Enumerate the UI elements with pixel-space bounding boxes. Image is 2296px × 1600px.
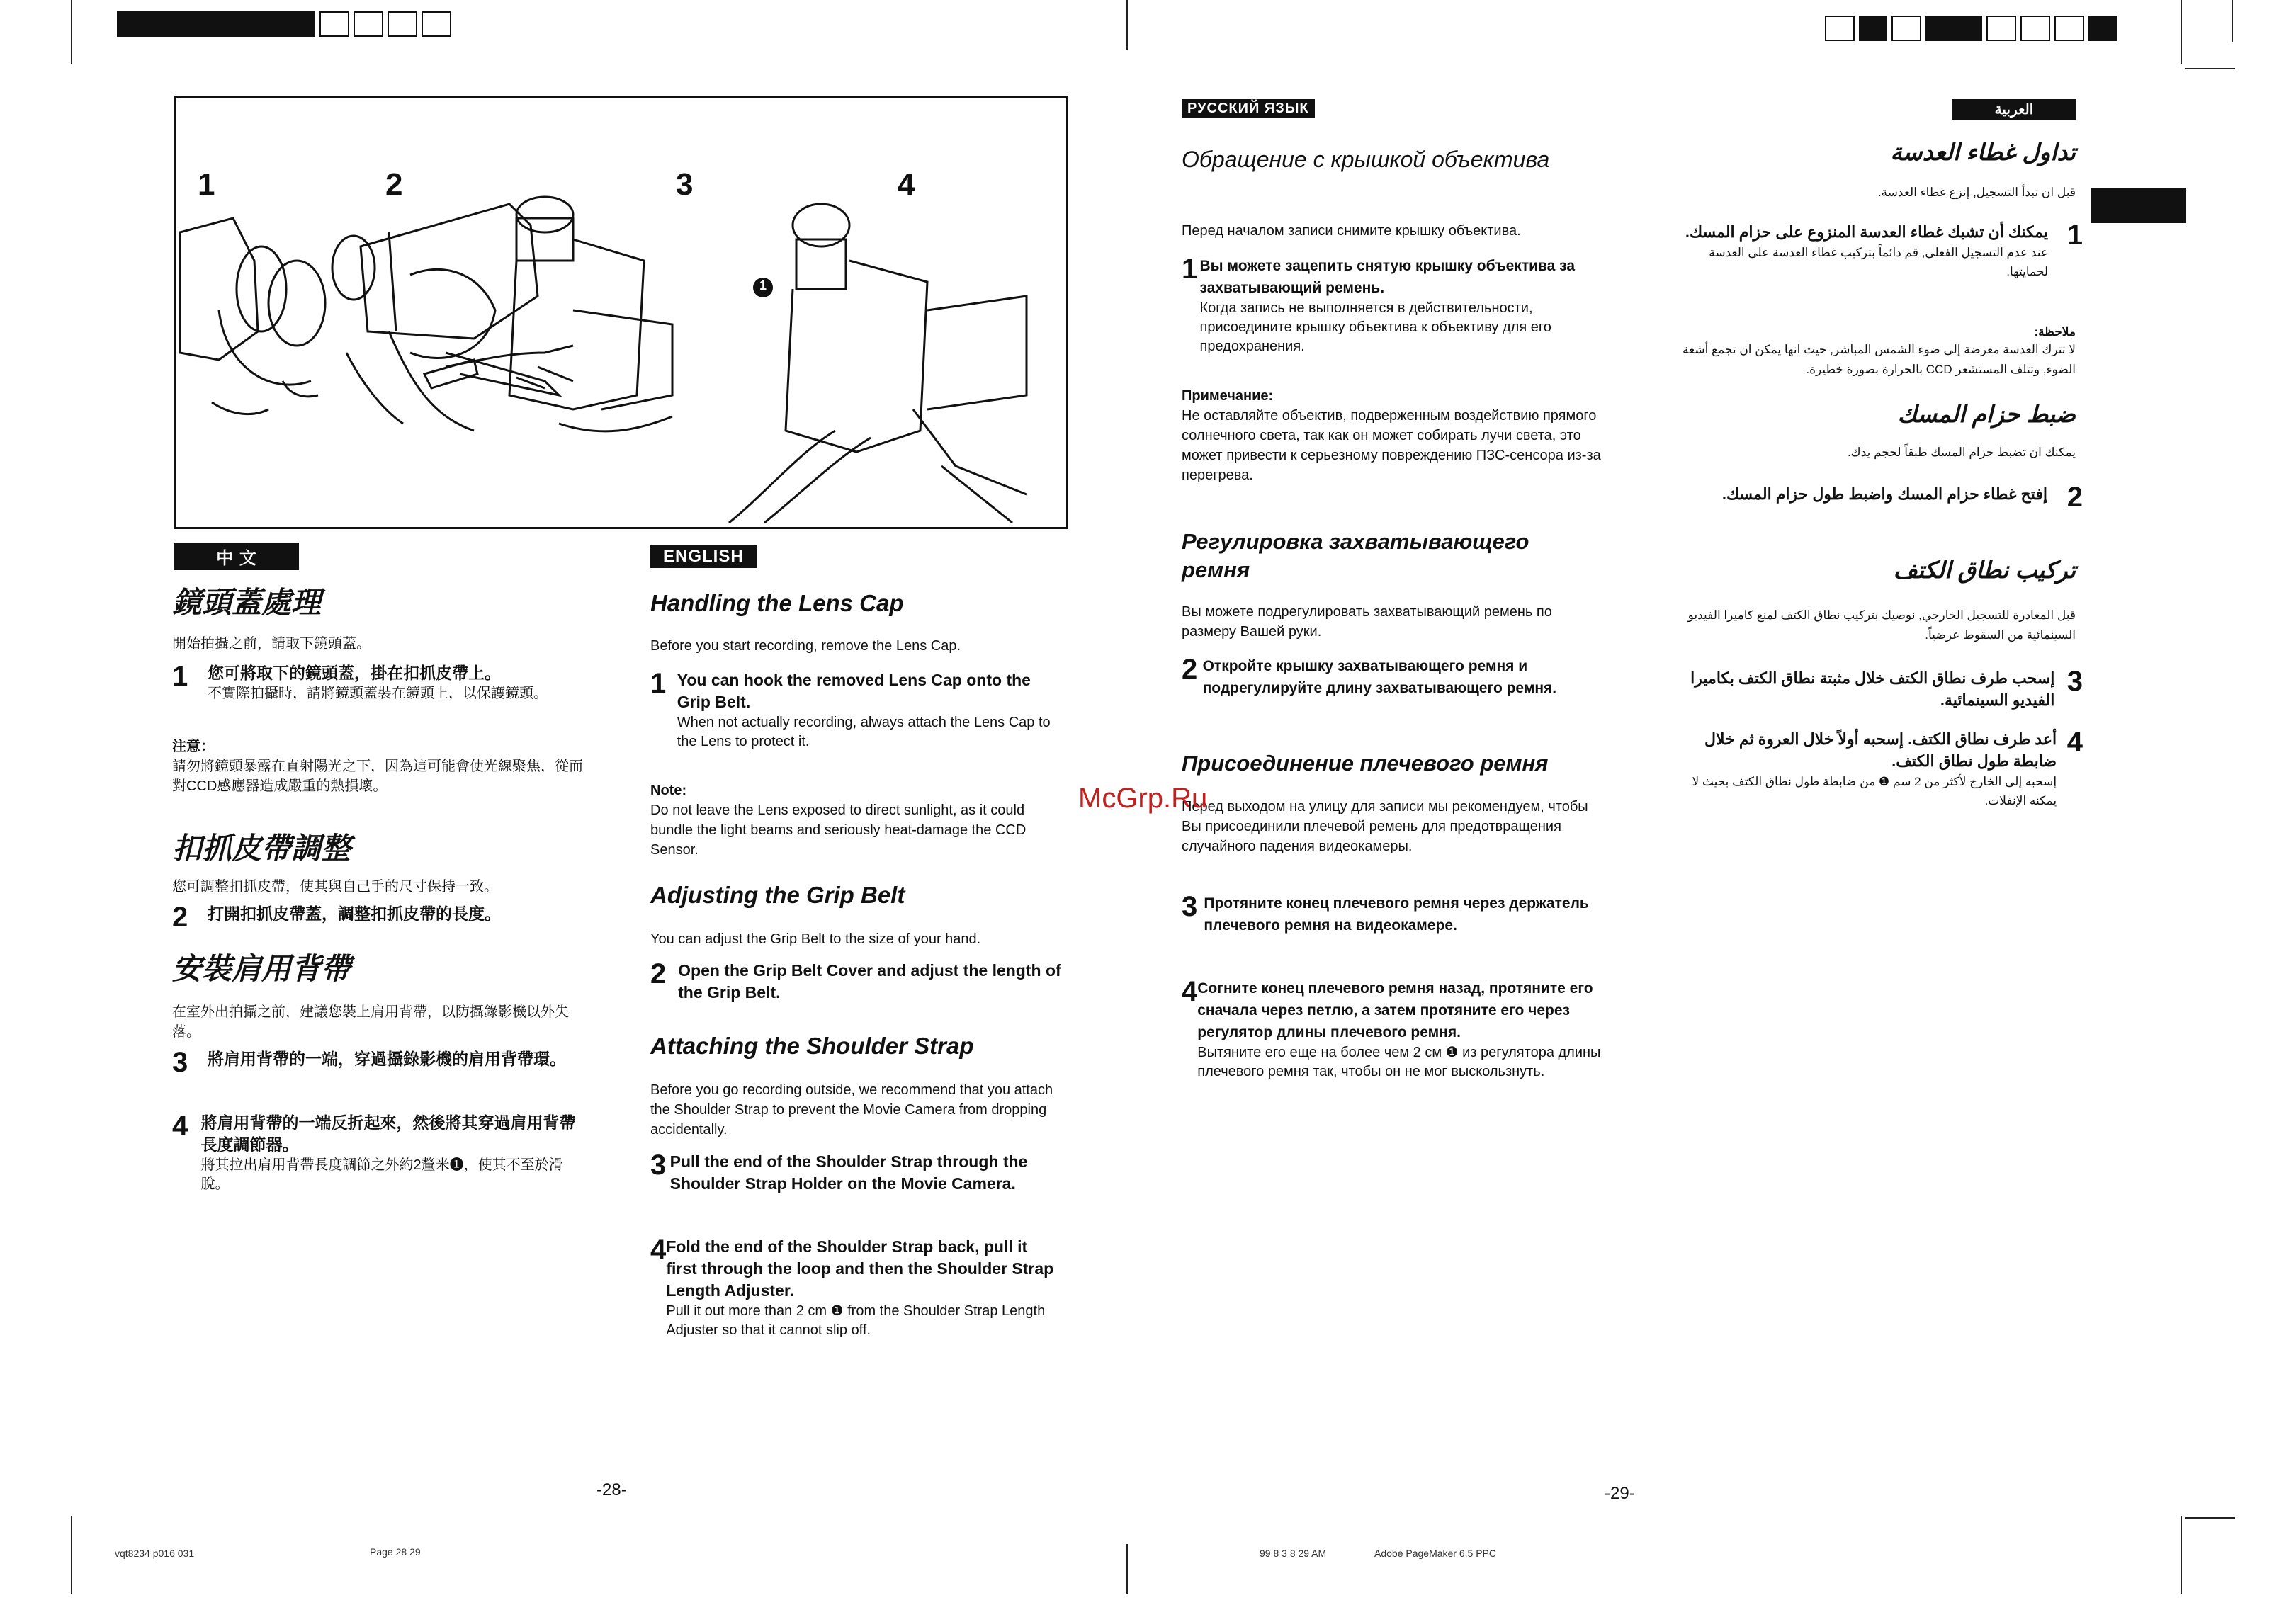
step-number: 1 [650,668,667,699]
step-instruction: Open the Grip Belt Cover and adjust the length of the Grip Belt. [678,961,1061,1002]
step-2 [172,903,583,931]
step-2 [650,960,1061,1004]
crop-mark [1126,0,1128,50]
intro-text: Перед началом записи снимите крышку объектива. [1182,223,1521,239]
step-instruction: إسحب طرف نطاق الكتف خلال مثبتة نطاق الكتف بكاميرا الفيديو السينمائية. [1690,669,2055,709]
step-4 [650,1236,1061,1340]
note-text: Do not leave the Lens exposed to direct sunlight, as it could bundle the light beams and seriously heat-damage the CCD Sensor. [650,802,1027,858]
step-detail: Когда запись не выполняется в действительности, присоедините крышку объектива к объективу для его предохранения. [1199,300,1551,354]
step-number: 4 [1182,976,1198,1007]
intro-text: You can adjust the Grip Belt to the size of your hand. [650,931,981,947]
section-heading: Attaching the Shoulder Strap [650,1033,974,1059]
step-instruction: 將肩用背帶的一端，穿過攝錄影機的肩用背帶環。 [208,1050,566,1068]
note-label: Note: [650,783,687,798]
step-3 [1672,667,2083,711]
crop-mark [2181,0,2182,64]
step-3 [172,1048,583,1077]
step-2 [1672,483,2083,511]
watermark: McGrp.Ru [1078,783,1208,814]
section-heading: تداول غطاء العدسة [1890,139,2076,165]
crop-mark [2232,0,2233,42]
language-tag-arabic: العربية [1952,99,2076,120]
step-number: 3 [1182,891,1198,922]
language-tag-russian: РУССКИЙ ЯЗЫК [1182,99,1315,118]
crop-mark [2185,68,2235,69]
step-detail: عند عدم التسجيل الفعلي, قم دائماً بتركيب غطاء العدسة على العدسة لحمايتها. [1709,246,2049,278]
step-4 [1672,728,2083,810]
step-1 [172,662,583,703]
intro-text: قبل ان تبدأ التسجيل, إنزع غطاء العدسة. [1877,186,2076,199]
section-heading: Регулировка захватывающего ремня [1182,529,1529,582]
figure-step-label: 3 [676,167,694,202]
step-number: 3 [2066,666,2083,697]
step-number: 2 [1182,654,1198,685]
step-instruction: Протяните конец плечевого ремня через держатель плечевого ремня на видеокамере. [1204,895,1589,934]
step-instruction: إفتح غطاء حزام المسك واضبط طول حزام المسك. [1721,485,2047,503]
step-instruction: أعد طرف نطاق الكتف. إسحبه أولاً خلال العروة ثم خلال ضابطة طول نطاق الكتف. [1704,730,2057,770]
step-1 [650,669,1061,751]
section-heading: Присоединение плечевого ремня [1182,751,1549,776]
step-instruction: Fold the end of the Shoulder Strap back, pull it first through the loop and then the Shoulder Strap Length Adjuster. [666,1237,1054,1300]
intro-text: يمكنك ان تضبط حزام المسك طبقاً لحجم يدك. [1847,446,2076,459]
figure-step-label: 4 [898,167,915,202]
page-number-left: -28- [596,1480,627,1499]
figure-step-label: 2 [385,167,403,202]
step-instruction: Откройте крышку захватывающего ремня и подрегулируйте длину захватывающего ремня. [1202,658,1557,696]
intro-text: Перед выходом на улицу для записи мы рекомендуем, чтобы Вы присоединили плечевой ремень для предотвращения случайного падения видеокамеры. [1182,799,1588,854]
section-heading: 安裝肩用背帶 [172,952,351,985]
intro-text: 開始拍攝之前，請取下鏡頭蓋。 [172,636,371,652]
step-1 [1672,221,2083,281]
note-label: ملاحظة: [2034,325,2076,339]
note-label: 注意： [172,739,215,754]
crop-mark [1126,1544,1128,1594]
step-detail: Pull it out more than 2 cm ❶ from the Shoulder Strap Length Adjuster so that it cannot slip off. [666,1303,1046,1338]
step-number: 4 [650,1235,667,1266]
note-text: لا تترك العدسة معرضة إلى ضوء الشمس المباشر, حيث انها يمكن ان تجمع أشعة الضوء, وتتلف المستشعر CCD بالحرارة بصورة خطيرة. [1683,343,2076,376]
step-detail: 將其拉出肩用背帶長度調節之外約2釐米❶，使其不至於滑脫。 [200,1157,563,1192]
language-tag-chinese: 中 文 [174,543,299,570]
step-instruction: 您可將取下的鏡頭蓋，掛在扣抓皮帶上。 [208,664,501,682]
step-detail: When not actually recording, always attach the Lens Cap to the Lens to protect it. [677,715,1051,749]
page-number-right: -29- [1605,1484,1635,1503]
intro-text: 在室外出拍攝之前，建議您裝上肩用背帶，以防攝錄影機以外失落。 [172,1004,569,1040]
intro-text: قبل المغادرة للتسجيل الخارجي, نوصيك بتركيب نطاق الكتف لمنع كاميرا الفيديو السينمائية من السقوط عرضياً. [1687,608,2076,642]
footer-file: vqt8234 p016 031 [115,1548,195,1559]
language-tag-english: ENGLISH [650,545,757,568]
thumb-tab [2091,188,2186,223]
step-instruction: يمكنك أن تشبك غطاء العدسة المنزوع على حزام المسك. [1685,223,2049,241]
step-instruction: Согните конец плечевого ремня назад, протяните его сначала через петлю, а затем протяните его через регулятор длины плечевого ремня. [1197,980,1593,1040]
crop-mark [71,0,72,64]
registration-bar-right [1821,16,2117,41]
note-label: Примечание: [1182,388,1274,404]
step-3 [1182,892,1607,936]
intro-text: Before you go recording outside, we recommend that you attach the Shoulder Strap to prevent the Movie Camera from dropping accidentally. [650,1082,1053,1137]
note-text: Не оставляйте объектив, подверженным воздействию прямого солнечного света, так как он может собирать лучи света, это может привести к серьезному повреждению ПЗС-сенсора из-за перегрева. [1182,408,1601,483]
step-number: 1 [2066,220,2083,251]
step-number: 2 [172,902,188,933]
step-instruction: Pull the end of the Shoulder Strap through the Shoulder Strap Holder on the Movie Camera. [669,1152,1028,1193]
step-2 [1182,655,1607,699]
step-number: 4 [2066,727,2083,758]
step-1 [1182,255,1607,356]
step-4 [172,1112,583,1194]
step-number: 2 [2066,482,2083,513]
section-heading: Handling the Lens Cap [650,590,904,616]
footer-date: 99 8 3 8 29 AM [1260,1548,1327,1559]
section-heading: Обращение с крышкой объектива [1182,147,1550,172]
step-number: 2 [650,958,667,989]
step-number: 3 [172,1047,188,1078]
callout-marker: 1 [759,278,767,293]
footer-app: Adobe PageMaker 6.5 PPC [1374,1548,1496,1559]
step-number: 3 [650,1150,667,1181]
illustration-panel [174,96,1068,529]
step-4 [1182,977,1607,1082]
section-heading: تركيب نطاق الكتف [1893,557,2076,583]
figure-step-label: 1 [198,167,215,202]
step-instruction: 將肩用背帶的一端反折起來，然後將其穿過肩用背帶長度調節器。 [200,1113,576,1154]
footer-page: Page 28 29 [370,1546,421,1558]
section-heading: Adjusting the Grip Belt [650,882,905,908]
step-detail: إسحبه إلى الخارج لأكثر من 2 سم ❶ من ضابطة طول نطاق الكتف بحيث لا يمكنه الإنفلات. [1692,775,2057,807]
step-number: 4 [172,1111,188,1142]
intro-text: Before you start recording, remove the Lens Cap. [650,638,961,654]
step-detail: Вытяните его еще на более чем 2 см ❶ из регулятора длины плечевого ремня так, чтобы он не мог выскользнуть. [1197,1045,1601,1079]
step-instruction: 打開扣抓皮帶蓋，調整扣抓皮帶的長度。 [208,904,501,923]
crop-mark [2185,1517,2235,1519]
crop-mark [2181,1516,2182,1594]
section-heading: 鏡頭蓋處理 [172,586,322,619]
step-detail: 不實際拍攝時，請將鏡頭蓋裝在鏡頭上，以保護鏡頭。 [208,686,548,701]
step-instruction: Вы можете зацепить снятую крышку объектива за захватывающий ремень. [1199,258,1575,296]
intro-text: 您可調整扣抓皮帶，使其與自己手的尺寸保持一致。 [172,879,498,895]
step-3 [650,1151,1061,1195]
camcorder-illustration [176,98,1066,527]
crop-mark [71,1516,72,1594]
intro-text: Вы можете подрегулировать захватывающий ремень по размеру Вашей руки. [1182,604,1552,640]
step-number: 1 [172,661,188,692]
section-heading: ضبط حزام المسك [1897,401,2076,427]
step-instruction: You can hook the removed Lens Cap onto the Grip Belt. [677,671,1031,711]
step-number: 1 [1182,254,1198,285]
registration-bar-left [117,11,451,37]
note-text: 請勿將鏡頭暴露在直射陽光之下，因為這可能會使光線聚焦，從而對CCD感應器造成嚴重的熱損壞。 [172,759,583,794]
section-heading: 扣抓皮帶調整 [172,832,351,865]
